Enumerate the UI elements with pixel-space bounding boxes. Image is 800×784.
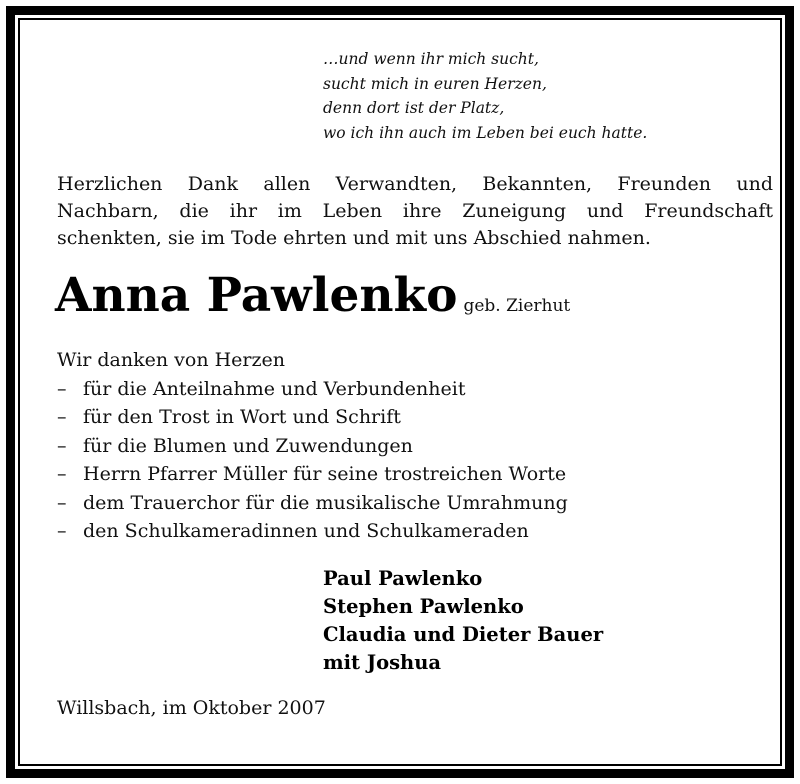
list-item-text: für den Trost in Wort und Schrift: [83, 406, 401, 428]
thanks-line: Nachbarn, die ihr im Leben ihre Zuneigung und Freundschaft: [57, 200, 773, 222]
poem-line: sucht mich in euren Herzen,: [323, 74, 547, 93]
signers-block: [323, 565, 723, 677]
gratitude-list: [57, 346, 757, 546]
list-item: [57, 403, 757, 432]
deceased-name: Anna Pawlenko: [55, 268, 458, 323]
maiden-name: geb. Zierhut: [463, 296, 571, 316]
dash-bullet: –: [57, 434, 67, 457]
dash-bullet: –: [57, 377, 67, 400]
gratitude-intro: Wir danken von Herzen: [57, 349, 285, 371]
dash-bullet: –: [57, 491, 67, 514]
thanks-line: Herzlichen Dank allen Verwandten, Bekannten, Freunden und: [57, 173, 773, 195]
list-item-text: den Schulkameradinnen und Schulkameraden: [83, 520, 529, 542]
list-item: [57, 460, 757, 489]
signer-name: Claudia und Dieter Bauer: [323, 623, 604, 646]
signer-name: Stephen Pawlenko: [323, 595, 524, 618]
list-item-text: dem Trauerchor für die musikalische Umrahmung: [83, 491, 568, 514]
poem-line: wo ich ihn auch im Leben bei euch hatte.: [323, 123, 648, 142]
thanks-paragraph: [57, 171, 773, 252]
signer-name: mit Joshua: [323, 651, 442, 674]
poem-quote: [323, 47, 743, 145]
poem-line: …und wenn ihr mich sucht,: [323, 50, 539, 68]
poem-line: denn dort ist der Platz,: [323, 99, 505, 117]
list-item-text: Herrn Pfarrer Müller für seine trostreichen Worte: [83, 463, 567, 485]
list-item-text: für die Anteilnahme und Verbundenheit: [83, 377, 466, 400]
dash-bullet: –: [57, 463, 67, 485]
dash-bullet: –: [57, 406, 67, 428]
list-item: [57, 432, 757, 461]
list-item: [57, 517, 757, 546]
dash-bullet: –: [57, 520, 67, 542]
deceased-heading: [55, 268, 570, 323]
place-date: Willsbach, im Oktober 2007: [57, 697, 326, 719]
thanks-line: schenkten, sie im Tode ehrten und mit uns Abschied nahmen.: [57, 227, 651, 249]
list-item-text: für die Blumen und Zuwendungen: [83, 434, 413, 457]
list-item: [57, 375, 757, 404]
signer-name: Paul Pawlenko: [323, 567, 483, 590]
list-item: [57, 489, 757, 518]
